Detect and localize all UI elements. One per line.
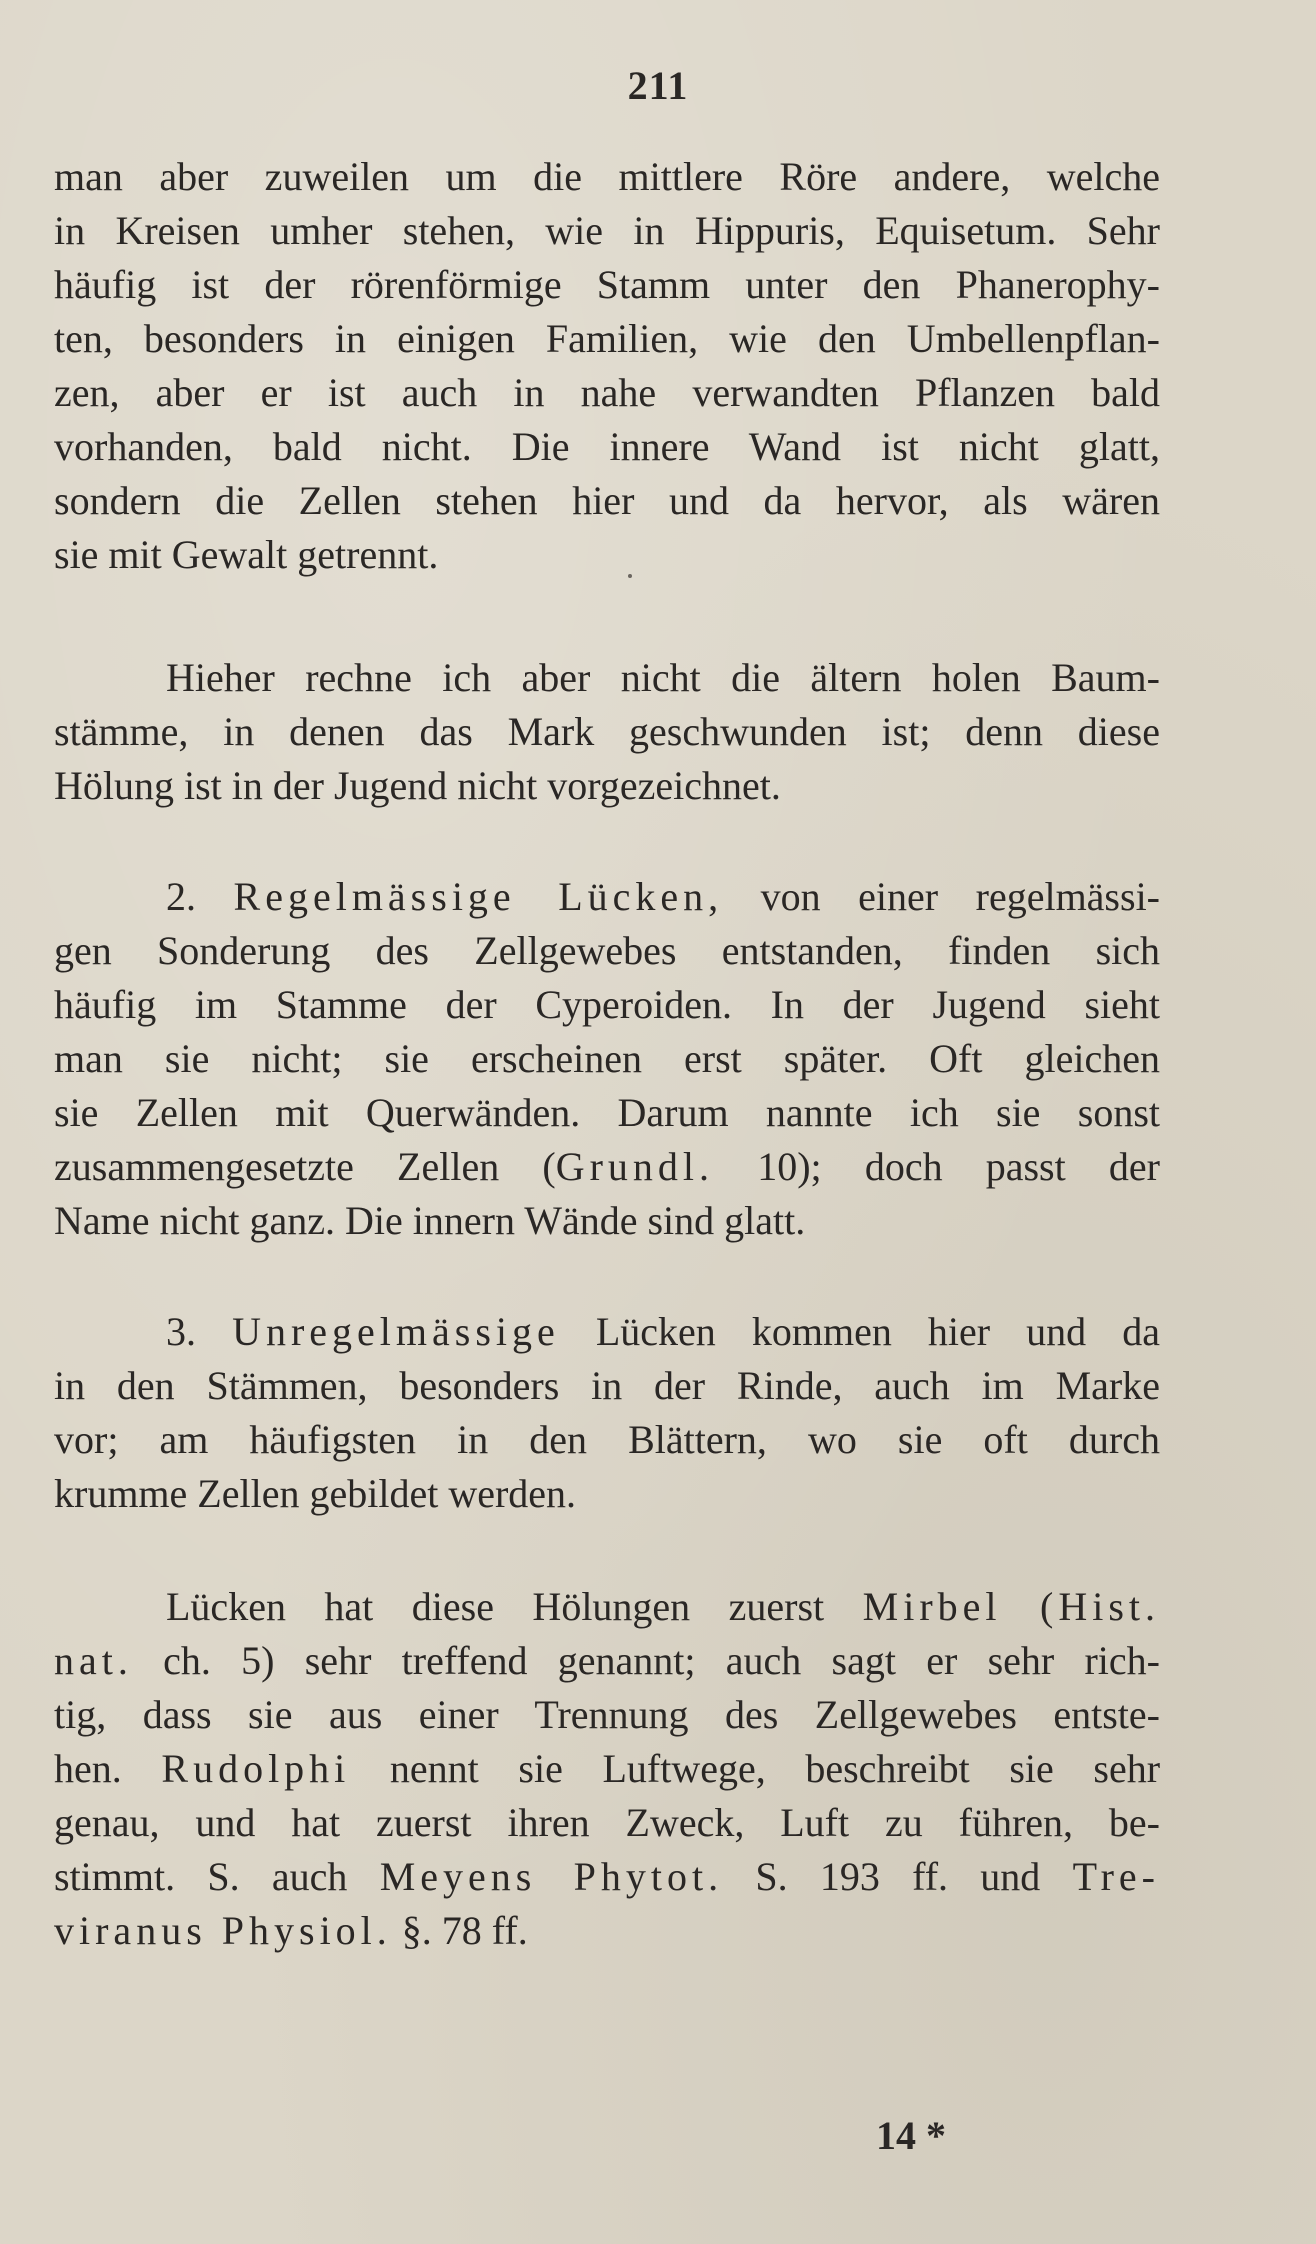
text-line <box>54 870 1160 924</box>
text-line: man aber zuweilen um die mittlere Röre andere, welche <box>54 154 1160 199</box>
text-line: tig, dass sie aus einer Trennung des Zellgewebes entste- <box>54 1692 1160 1737</box>
text-line: vor; am häufigsten in den Blättern, wo sie oft durch <box>54 1417 1160 1462</box>
section-number: 2. <box>166 874 196 919</box>
section-term: Regelmässige Lücken, <box>233 874 724 919</box>
text-line: sie Zellen mit Querwänden. Darum nannte ich sie sonst <box>54 1090 1160 1135</box>
paragraph-5 <box>54 1580 1160 1958</box>
ink-speck <box>628 574 632 578</box>
reference: Grundl. <box>555 1144 715 1189</box>
text-line <box>54 1140 1160 1194</box>
section-number: 3. <box>166 1309 196 1354</box>
text-line: Name nicht ganz. Die innern Wände sind glatt. <box>54 1198 806 1243</box>
text-line: krumme Zellen gebildet werden. <box>54 1471 577 1516</box>
text-line: sondern die Zellen stehen hier und da hervor, als wären <box>54 478 1160 523</box>
paragraph-3 <box>54 870 1160 1248</box>
text-run: zusammengesetzte Zellen ( <box>54 1144 556 1189</box>
text-line: genau, und hat zuerst ihren Zweck, Luft zu führen, be- <box>54 1800 1160 1845</box>
text-line: in Kreisen umher stehen, wie in Hippuris, Equisetum. Sehr <box>54 208 1160 253</box>
page-number: 211 <box>627 63 689 108</box>
text-run: von einer regelmässi- <box>760 874 1160 919</box>
text-line: stämme, in denen das Mark geschwunden ist; denn diese <box>54 709 1160 754</box>
paragraph-4 <box>54 1305 1160 1521</box>
author-name: viranus Physiol. <box>54 1908 392 1953</box>
text-line: zen, aber er ist auch in nahe verwandten Pflanzen bald <box>54 370 1160 415</box>
paragraph-1 <box>54 150 1160 582</box>
text-line <box>54 1580 1160 1634</box>
text-run: hen. <box>54 1746 122 1791</box>
text-line: Hieher rechne ich aber nicht die ältern holen Baum- <box>166 655 1160 700</box>
text-run: Lücken kommen hier und da <box>595 1309 1161 1354</box>
text-run: S. 193 ff. und <box>755 1854 1041 1899</box>
text-line: häufig ist der rörenförmige Stamm unter den Phanerophy- <box>54 262 1160 307</box>
text-line: Hölung ist in der Jugend nicht vorgezeichnet. <box>54 763 781 808</box>
text-line: sie mit Gewalt getrennt. <box>54 532 439 577</box>
author-name: Meyens Phytot. <box>379 1854 724 1899</box>
paragraph-2 <box>54 651 1160 813</box>
text-line: gen Sonderung des Zellgewebes entstanden, finden sich <box>54 928 1160 973</box>
reference: (Hist. <box>1040 1584 1161 1629</box>
text-line: man sie nicht; sie erscheinen erst später. Oft gleichen <box>54 1036 1160 1081</box>
text-run: nennt sie Luftwege, beschreibt sie sehr <box>389 1746 1161 1791</box>
text-line <box>54 1634 1160 1688</box>
text-run: stimmt. S. auch <box>54 1854 348 1899</box>
text-line <box>54 1904 1160 1958</box>
text-line <box>54 1850 1160 1904</box>
text-line: ten, besonders in einigen Familien, wie den Umbellenpflan- <box>54 316 1160 361</box>
text-run: §. 78 ff. <box>401 1908 528 1953</box>
text-line: in den Stämmen, besonders in der Rinde, auch im Marke <box>54 1363 1160 1408</box>
text-line: häufig im Stamme der Cyperoiden. In der Jugend sieht <box>54 982 1160 1027</box>
text-line: vorhanden, bald nicht. Die innere Wand ist nicht glatt, <box>54 424 1160 469</box>
text-run: ch. 5) sehr treffend genannt; auch sagt er sehr rich- <box>163 1638 1160 1683</box>
text-run: 10); doch passt der <box>714 1144 1160 1189</box>
text-line <box>54 1742 1160 1796</box>
author-name: Tre- <box>1072 1854 1160 1899</box>
section-term: Unregelmässige <box>232 1309 560 1354</box>
text-run: Lücken hat diese Hölungen zuerst <box>166 1584 825 1629</box>
reference: nat. <box>54 1638 133 1683</box>
author-name: Mirbel <box>862 1584 1002 1629</box>
text-line <box>54 1305 1160 1359</box>
author-name: Rudolphi <box>161 1746 351 1791</box>
signature-mark: 14 * <box>876 2113 946 2158</box>
